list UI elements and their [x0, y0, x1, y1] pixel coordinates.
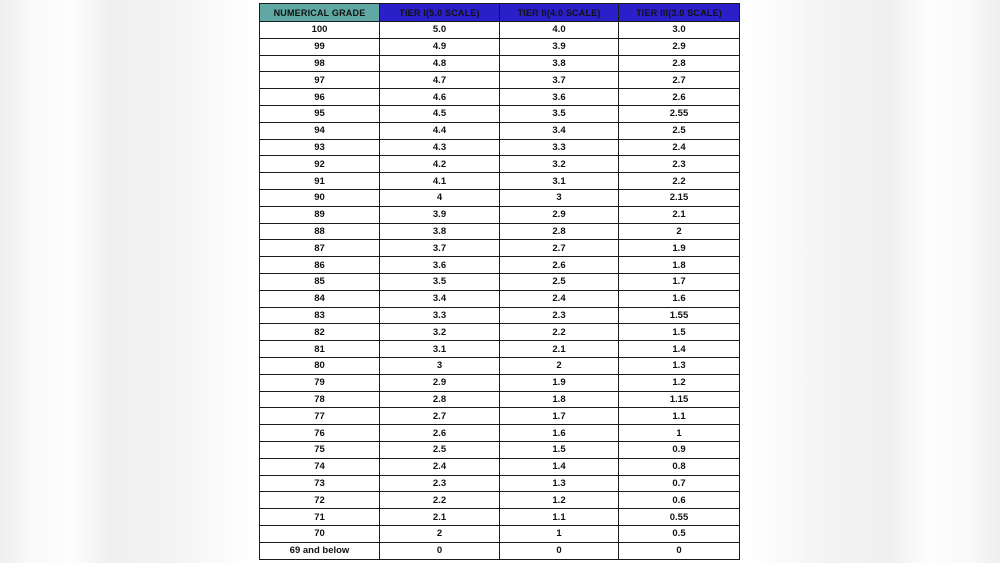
table-row — [260, 89, 740, 106]
cell-tier-1: 4.5 — [380, 105, 500, 122]
cell-tier-1: 2.5 — [380, 441, 500, 458]
cell-tier-2: 2.7 — [500, 240, 619, 257]
cell-tier-1: 4.7 — [380, 72, 500, 89]
cell-tier-3: 1.15 — [619, 391, 740, 408]
cell-tier-2: 3.6 — [500, 89, 619, 106]
cell-numerical-grade: 93 — [260, 139, 380, 156]
cell-tier-3: 2.7 — [619, 72, 740, 89]
grade-conversion-table — [259, 3, 740, 560]
cell-tier-3: 2.2 — [619, 173, 740, 190]
cell-numerical-grade: 99 — [260, 38, 380, 55]
document-page — [256, 0, 745, 563]
table-header-row — [260, 4, 740, 22]
cell-numerical-grade: 98 — [260, 55, 380, 72]
cell-numerical-grade: 87 — [260, 240, 380, 257]
cell-tier-2: 2.2 — [500, 324, 619, 341]
cell-numerical-grade: 74 — [260, 458, 380, 475]
cell-tier-1: 3.8 — [380, 223, 500, 240]
table-row — [260, 408, 740, 425]
table-row — [260, 458, 740, 475]
cell-numerical-grade: 73 — [260, 475, 380, 492]
table-row — [260, 542, 740, 559]
cell-tier-1: 3.4 — [380, 290, 500, 307]
cell-numerical-grade: 84 — [260, 290, 380, 307]
cell-numerical-grade: 78 — [260, 391, 380, 408]
cell-numerical-grade: 86 — [260, 257, 380, 274]
cell-tier-1: 3.2 — [380, 324, 500, 341]
cell-tier-2: 4.0 — [500, 22, 619, 39]
cell-tier-3: 0.6 — [619, 492, 740, 509]
cell-tier-1: 2.2 — [380, 492, 500, 509]
header-tier-1: TIER I(5.0 SCALE) — [380, 4, 500, 22]
cell-numerical-grade: 91 — [260, 173, 380, 190]
table-row — [260, 357, 740, 374]
table-row — [260, 72, 740, 89]
cell-tier-1: 3.5 — [380, 273, 500, 290]
cell-tier-2: 2.9 — [500, 206, 619, 223]
cell-tier-1: 2.7 — [380, 408, 500, 425]
cell-tier-2: 1.2 — [500, 492, 619, 509]
cell-tier-1: 2.6 — [380, 425, 500, 442]
cell-tier-2: 2.1 — [500, 341, 619, 358]
cell-tier-2: 3.7 — [500, 72, 619, 89]
cell-numerical-grade: 90 — [260, 189, 380, 206]
cell-tier-3: 0.8 — [619, 458, 740, 475]
table-row — [260, 324, 740, 341]
cell-tier-3: 1.7 — [619, 273, 740, 290]
cell-tier-1: 3.1 — [380, 341, 500, 358]
cell-tier-1: 4.1 — [380, 173, 500, 190]
cell-tier-3: 0.9 — [619, 441, 740, 458]
cell-tier-3: 0.7 — [619, 475, 740, 492]
cell-tier-1: 2.8 — [380, 391, 500, 408]
cell-tier-1: 2.1 — [380, 509, 500, 526]
cell-numerical-grade: 100 — [260, 22, 380, 39]
cell-tier-2: 3 — [500, 189, 619, 206]
cell-tier-1: 2.3 — [380, 475, 500, 492]
cell-tier-2: 3.8 — [500, 55, 619, 72]
cell-tier-2: 1.6 — [500, 425, 619, 442]
cell-tier-3: 1.8 — [619, 257, 740, 274]
cell-numerical-grade: 82 — [260, 324, 380, 341]
cell-numerical-grade: 92 — [260, 156, 380, 173]
cell-tier-1: 2.4 — [380, 458, 500, 475]
cell-numerical-grade: 69 and below — [260, 542, 380, 559]
cell-tier-3: 1.4 — [619, 341, 740, 358]
cell-tier-3: 0.5 — [619, 525, 740, 542]
cell-tier-1: 2.9 — [380, 374, 500, 391]
cell-tier-1: 4 — [380, 189, 500, 206]
cell-tier-1: 4.2 — [380, 156, 500, 173]
cell-numerical-grade: 76 — [260, 425, 380, 442]
table-row — [260, 374, 740, 391]
table-row — [260, 55, 740, 72]
cell-tier-3: 2.8 — [619, 55, 740, 72]
table-row — [260, 139, 740, 156]
cell-tier-3: 3.0 — [619, 22, 740, 39]
cell-tier-2: 1.3 — [500, 475, 619, 492]
cell-tier-3: 2 — [619, 223, 740, 240]
header-tier-3: TIER III(3.0 SCALE) — [619, 4, 740, 22]
cell-tier-3: 1.3 — [619, 357, 740, 374]
table-row — [260, 206, 740, 223]
cell-tier-1: 4.3 — [380, 139, 500, 156]
cell-tier-2: 1.4 — [500, 458, 619, 475]
cell-tier-1: 3 — [380, 357, 500, 374]
cell-tier-2: 3.9 — [500, 38, 619, 55]
cell-tier-3: 1.2 — [619, 374, 740, 391]
table-row — [260, 223, 740, 240]
cell-tier-3: 2.4 — [619, 139, 740, 156]
cell-tier-2: 3.5 — [500, 105, 619, 122]
table-row — [260, 156, 740, 173]
cell-tier-2: 1.8 — [500, 391, 619, 408]
table-row — [260, 341, 740, 358]
cell-tier-3: 2.15 — [619, 189, 740, 206]
table-row — [260, 475, 740, 492]
table-row — [260, 290, 740, 307]
cell-tier-3: 1.9 — [619, 240, 740, 257]
table-row — [260, 189, 740, 206]
cell-tier-2: 1.7 — [500, 408, 619, 425]
header-numerical-grade: NUMERICAL GRADE — [260, 4, 380, 22]
cell-tier-2: 3.2 — [500, 156, 619, 173]
cell-tier-2: 2 — [500, 357, 619, 374]
cell-tier-2: 2.8 — [500, 223, 619, 240]
cell-numerical-grade: 97 — [260, 72, 380, 89]
table-row — [260, 38, 740, 55]
cell-tier-1: 0 — [380, 542, 500, 559]
cell-tier-1: 3.9 — [380, 206, 500, 223]
cell-numerical-grade: 79 — [260, 374, 380, 391]
cell-tier-2: 0 — [500, 542, 619, 559]
table-row — [260, 441, 740, 458]
cell-tier-3: 2.3 — [619, 156, 740, 173]
table-row — [260, 273, 740, 290]
table-row — [260, 240, 740, 257]
table-body — [260, 22, 740, 560]
cell-tier-2: 2.6 — [500, 257, 619, 274]
cell-tier-2: 2.3 — [500, 307, 619, 324]
cell-tier-1: 4.6 — [380, 89, 500, 106]
cell-numerical-grade: 89 — [260, 206, 380, 223]
cell-numerical-grade: 81 — [260, 341, 380, 358]
header-tier-2: TIER II(4.0 SCALE) — [500, 4, 619, 22]
cell-numerical-grade: 72 — [260, 492, 380, 509]
cell-tier-1: 4.9 — [380, 38, 500, 55]
cell-tier-1: 4.4 — [380, 122, 500, 139]
cell-numerical-grade: 96 — [260, 89, 380, 106]
cell-tier-2: 1.5 — [500, 441, 619, 458]
cell-tier-2: 3.3 — [500, 139, 619, 156]
cell-numerical-grade: 75 — [260, 441, 380, 458]
cell-tier-3: 2.9 — [619, 38, 740, 55]
cell-tier-2: 1 — [500, 525, 619, 542]
table-row — [260, 307, 740, 324]
cell-tier-2: 2.4 — [500, 290, 619, 307]
cell-numerical-grade: 85 — [260, 273, 380, 290]
table-row — [260, 257, 740, 274]
cell-tier-3: 0 — [619, 542, 740, 559]
cell-tier-3: 1.55 — [619, 307, 740, 324]
cell-tier-3: 1.5 — [619, 324, 740, 341]
cell-numerical-grade: 70 — [260, 525, 380, 542]
cell-tier-1: 3.3 — [380, 307, 500, 324]
cell-tier-3: 1.6 — [619, 290, 740, 307]
cell-tier-2: 3.4 — [500, 122, 619, 139]
cell-numerical-grade: 83 — [260, 307, 380, 324]
cell-tier-3: 2.1 — [619, 206, 740, 223]
table-row — [260, 105, 740, 122]
cell-tier-1: 4.8 — [380, 55, 500, 72]
cell-numerical-grade: 88 — [260, 223, 380, 240]
cell-numerical-grade: 80 — [260, 357, 380, 374]
cell-tier-3: 2.55 — [619, 105, 740, 122]
cell-tier-3: 0.55 — [619, 509, 740, 526]
table-row — [260, 122, 740, 139]
cell-tier-3: 2.5 — [619, 122, 740, 139]
cell-tier-3: 1 — [619, 425, 740, 442]
table-row — [260, 509, 740, 526]
cell-tier-2: 1.9 — [500, 374, 619, 391]
cell-tier-1: 3.7 — [380, 240, 500, 257]
table-row — [260, 525, 740, 542]
cell-tier-3: 2.6 — [619, 89, 740, 106]
cell-tier-1: 5.0 — [380, 22, 500, 39]
cell-tier-1: 2 — [380, 525, 500, 542]
table-row — [260, 391, 740, 408]
cell-numerical-grade: 71 — [260, 509, 380, 526]
cell-numerical-grade: 95 — [260, 105, 380, 122]
cell-numerical-grade: 77 — [260, 408, 380, 425]
cell-tier-2: 1.1 — [500, 509, 619, 526]
cell-tier-2: 3.1 — [500, 173, 619, 190]
cell-tier-3: 1.1 — [619, 408, 740, 425]
table-row — [260, 173, 740, 190]
table-row — [260, 425, 740, 442]
cell-tier-1: 3.6 — [380, 257, 500, 274]
table-row — [260, 22, 740, 39]
cell-tier-2: 2.5 — [500, 273, 619, 290]
cell-numerical-grade: 94 — [260, 122, 380, 139]
table-row — [260, 492, 740, 509]
